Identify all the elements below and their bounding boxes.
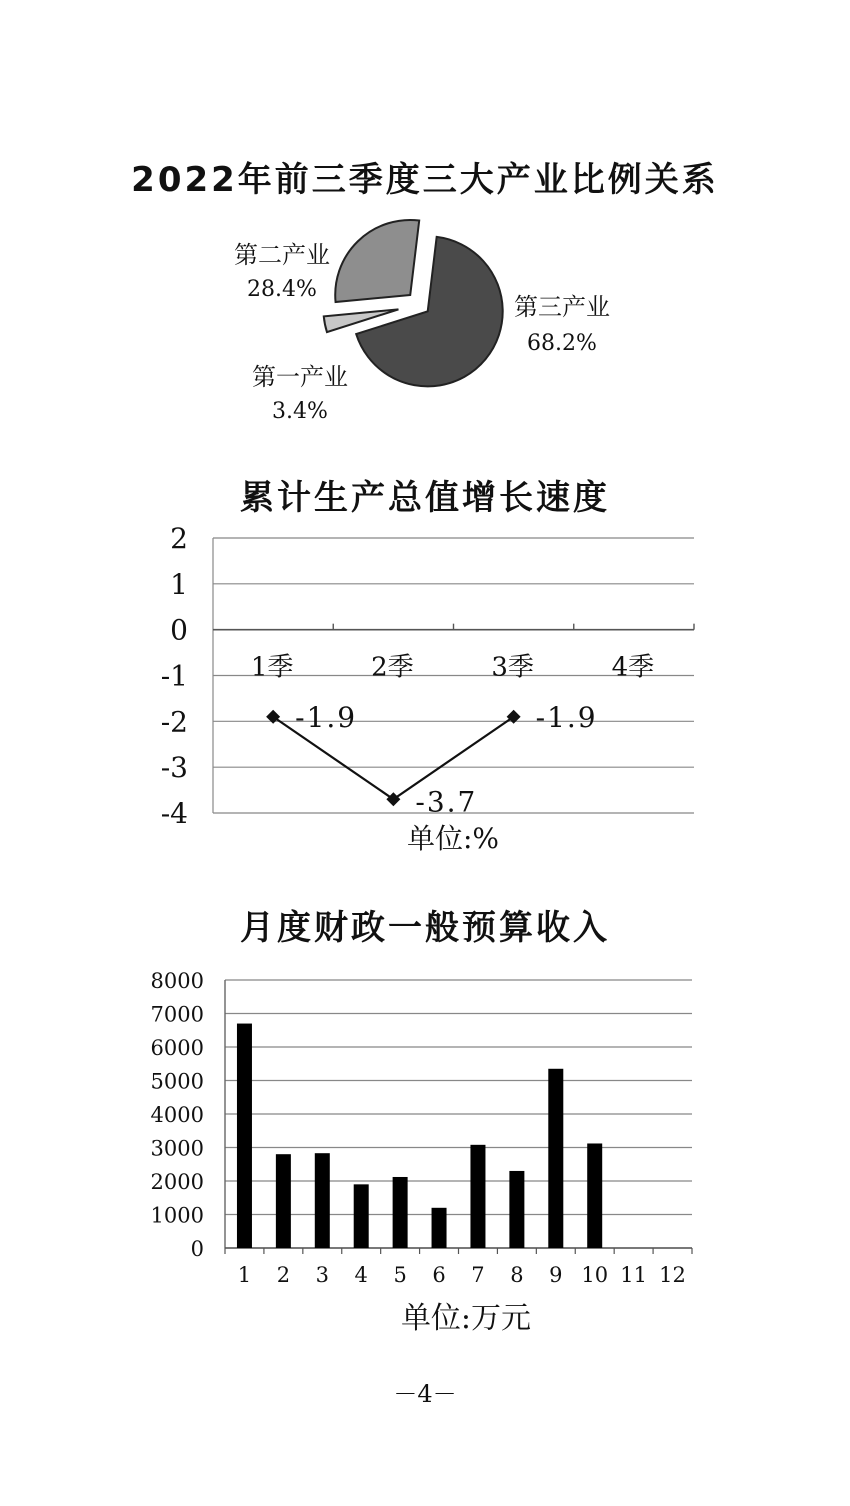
x-tick-label: 3季: [491, 652, 534, 683]
pie-slice-value: 28.4%: [247, 277, 317, 302]
bar: [393, 1177, 408, 1248]
data-label: -1.9: [295, 700, 358, 734]
bar: [432, 1208, 447, 1248]
line-chart: [0, 520, 850, 860]
pie-slice-value: 3.4%: [272, 399, 328, 424]
y-tick-label: 2: [170, 522, 188, 555]
bar: [587, 1143, 602, 1248]
y-tick-label: 1000: [150, 1203, 204, 1228]
y-tick-label: 7000: [150, 1002, 204, 1027]
bar: [509, 1171, 524, 1248]
x-tick-label: 1: [237, 1263, 252, 1287]
pie-slice-name: 第三产业: [514, 293, 610, 321]
y-tick-label: -1: [160, 659, 188, 693]
x-tick-label: 2: [276, 1263, 291, 1287]
x-tick-label: 9: [549, 1263, 563, 1287]
bar: [354, 1184, 369, 1248]
bar: [315, 1153, 330, 1248]
bar: [237, 1024, 252, 1248]
x-tick-label: 2季: [371, 652, 414, 683]
y-tick-label: 0: [170, 613, 188, 647]
bar: [276, 1154, 291, 1248]
bar: [470, 1145, 485, 1248]
y-tick-label: 0: [190, 1237, 204, 1261]
x-tick-label: 5: [393, 1263, 407, 1287]
pie-chart: [0, 230, 850, 440]
data-label: -3.7: [415, 785, 478, 819]
pie-slice: [335, 220, 419, 302]
y-tick-label: -4: [160, 797, 188, 830]
data-point: [386, 792, 400, 806]
x-tick-label: 12: [659, 1263, 686, 1287]
bar: [548, 1069, 563, 1248]
x-tick-label: 10: [581, 1263, 609, 1287]
y-tick-label: 5000: [150, 1069, 204, 1094]
x-tick-label: 3: [315, 1263, 329, 1287]
data-label: -1.9: [535, 700, 598, 734]
y-tick-label: 3000: [150, 1136, 204, 1161]
x-tick-label: 4: [354, 1263, 368, 1287]
line-chart-title: 累计生产总值增长速度: [240, 478, 610, 518]
y-tick-label: -3: [160, 751, 188, 785]
pie-slice-name: 第二产业: [234, 241, 330, 269]
y-tick-label: 1: [170, 567, 188, 601]
x-tick-label: 11: [620, 1263, 647, 1287]
y-tick-label: 6000: [150, 1036, 204, 1060]
bar-chart: [0, 965, 850, 1345]
pie-chart-title: 2022年前三季度三大产业比例关系: [131, 160, 719, 200]
unit-label: 单位:万元: [400, 1301, 532, 1336]
unit-label: 单位:%: [406, 822, 500, 855]
pie-slice-name: 第一产业: [252, 363, 348, 391]
pie-slice-value: 68.2%: [527, 331, 597, 356]
x-tick-label: 6: [432, 1263, 446, 1287]
x-tick-label: 1季: [250, 652, 294, 683]
page-number: －4－: [393, 1380, 457, 1408]
y-tick-label: 8000: [150, 969, 204, 993]
x-tick-label: 8: [510, 1263, 524, 1287]
y-tick-label: -2: [160, 705, 188, 739]
x-tick-label: 7: [471, 1263, 485, 1287]
bar-chart-title: 月度财政一般预算收入: [240, 908, 610, 948]
y-tick-label: 2000: [150, 1170, 204, 1194]
y-tick-label: 4000: [150, 1103, 204, 1127]
x-tick-label: 4季: [611, 652, 655, 683]
